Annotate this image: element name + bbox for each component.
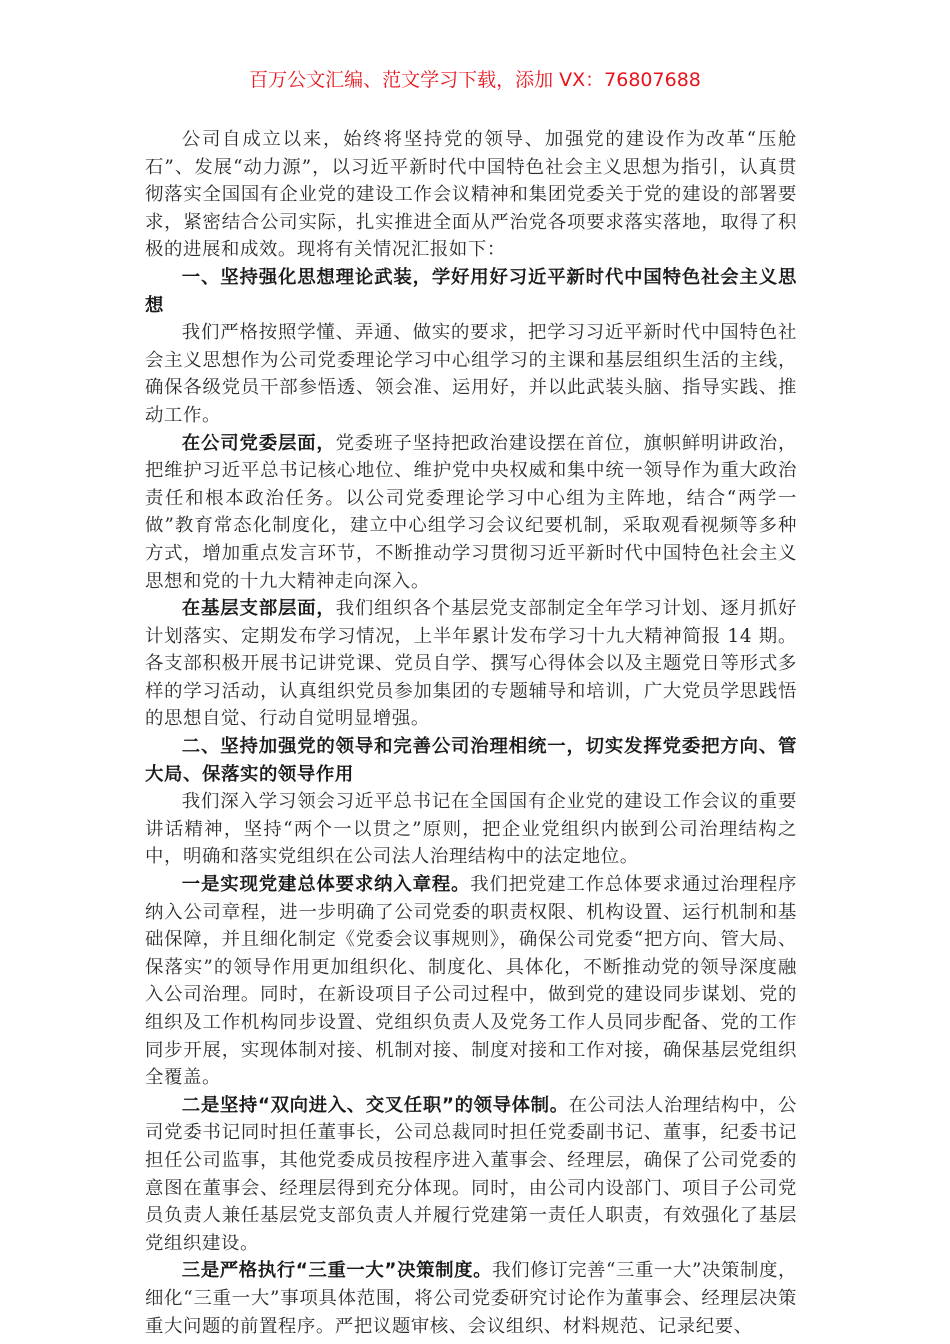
section-1-heading: 一、坚持强化思想理论武装，学好用好习近平新时代中国特色社会主义思想 xyxy=(145,266,797,316)
section-2-paragraph-1: 我们深入学习领会习近平总书记在全国国有企业党的建设工作会议的重要讲话精神，坚持“两个一以贯之”原则，把企业党组织内嵌到公司治理结构之中，明确和落实党组织在公司法人治理结构中的法定地位。 xyxy=(145,791,797,868)
paragraph-body: 在公司法人治理结构中，公司党委书记同时担任董事长，公司总裁同时担任党委副书记、董事，纪委书记担任公司监事，其他党委成员按程序进入董事会、经理层，确保了公司党委的意图在董事会、经理层得到充分体现。同时，由公司内设部门、项目子公司党员负责人兼任基层党支部负责人并履行党建第一责任人职责，有效强化了基层党组织建设。 xyxy=(145,1094,798,1254)
section-1-paragraph-2 xyxy=(145,430,797,596)
lead-phrase: 一是实现党建总体要求纳入章程。 xyxy=(181,874,471,896)
section-2-heading: 二、坚持加强党的领导和完善公司治理相统一，切实发挥党委把方向、管大局、保落实的领导作用 xyxy=(145,736,797,785)
section-1-paragraph-1: 我们严格按照学懂、弄通、做实的要求，把学习习近平新时代中国特色社会主义思想作为公司党委理论学习中心组学习的主课和基层组织生活的主线，确保各级党员干部参悟透、领会准、运用好，并以此武装头脑、指导实践、推动工作。 xyxy=(145,322,797,426)
document-body xyxy=(145,126,797,1340)
section-2-paragraph-2 xyxy=(145,871,797,1092)
paragraph-body: 我们组织各个基层党支部制定全年学习计划、逐月抓好计划落实、定期发布学习情况，上半年累计发布学习十九大精神简报 14 期。各支部积极开展书记讲党课、党员自学、撰写心得体会以及主题党日等形式多样的学习活动，认真组织党员参加集团的专题辅导和培训，广大党员学思践悟的思想自觉、行动自觉明显增强。 xyxy=(145,598,797,730)
section-2-paragraph-3 xyxy=(145,1092,797,1258)
intro-paragraph: 公司自成立以来，始终将坚持党的领导、加强党的建设作为改革“压舱石”、发展“动力源”，以习近平新时代中国特色社会主义思想为指引，认真贯彻落实全国国有企业党的建设工作会议精神和集团党委关于党的建设的部署要求，紧密结合公司实际，扎实推进全面从严治党各项要求落实落地，取得了积极的进展和成效。现将有关情况汇报如下： xyxy=(145,129,797,261)
lead-phrase: 在基层支部层面， xyxy=(181,598,336,620)
paragraph-body: 我们把党建工作总体要求通过治理程序纳入公司章程，进一步明确了公司党委的职责权限、机构设置、运行机制和基础保障，并且细化制定《党委会议事规则》，确保公司党委“把方向、管大局、保落实”的领导作用更加组织化、制度化、具体化，不断推动党的领导深度融入公司治理。同时，在新设项目子公司过程中，做到党的建设同步谋划、党的组织及工作机构同步设置、党组织负责人及党务工作人员同步配备、党的工作同步开展，实现体制对接、机制对接、制度对接和工作对接，确保基层党组织全覆盖。 xyxy=(145,874,797,1089)
paragraph-body: 党委班子坚持把政治建设摆在首位，旗帜鲜明讲政治，把维护习近平总书记核心地位、维护党中央权威和集中统一领导作为重大政治责任和根本政治任务。以公司党委理论学习中心组为主阵地，结合“两学一做”教育常态化制度化，建立中心组学习会议纪要机制，采取观看视频等多种方式，增加重点发言环节，不断推动学习贯彻习近平新时代中国特色社会主义思想和党的十九大精神走向深入。 xyxy=(145,432,797,592)
paragraph-body: 我们修订完善“三重一大”决策制度，细化“三重一大”事项具体范围，将公司党委研究讨论作为董事会、经理层决策重大问题的前置程序。严把议题审核、会议组织、材料规范、记录纪要、 xyxy=(145,1260,798,1337)
section-1-paragraph-3 xyxy=(145,595,797,733)
lead-phrase: 在公司党委层面， xyxy=(181,432,336,454)
section-2-paragraph-4 xyxy=(145,1257,797,1340)
lead-phrase: 二是坚持“双向进入、交叉任职”的领导体制。 xyxy=(181,1094,569,1116)
lead-phrase: 三是严格执行“三重一大”决策制度。 xyxy=(181,1260,493,1282)
watermark-header: 百万公文汇编、范文学习下载，添加 VX：76807688 xyxy=(249,69,701,91)
